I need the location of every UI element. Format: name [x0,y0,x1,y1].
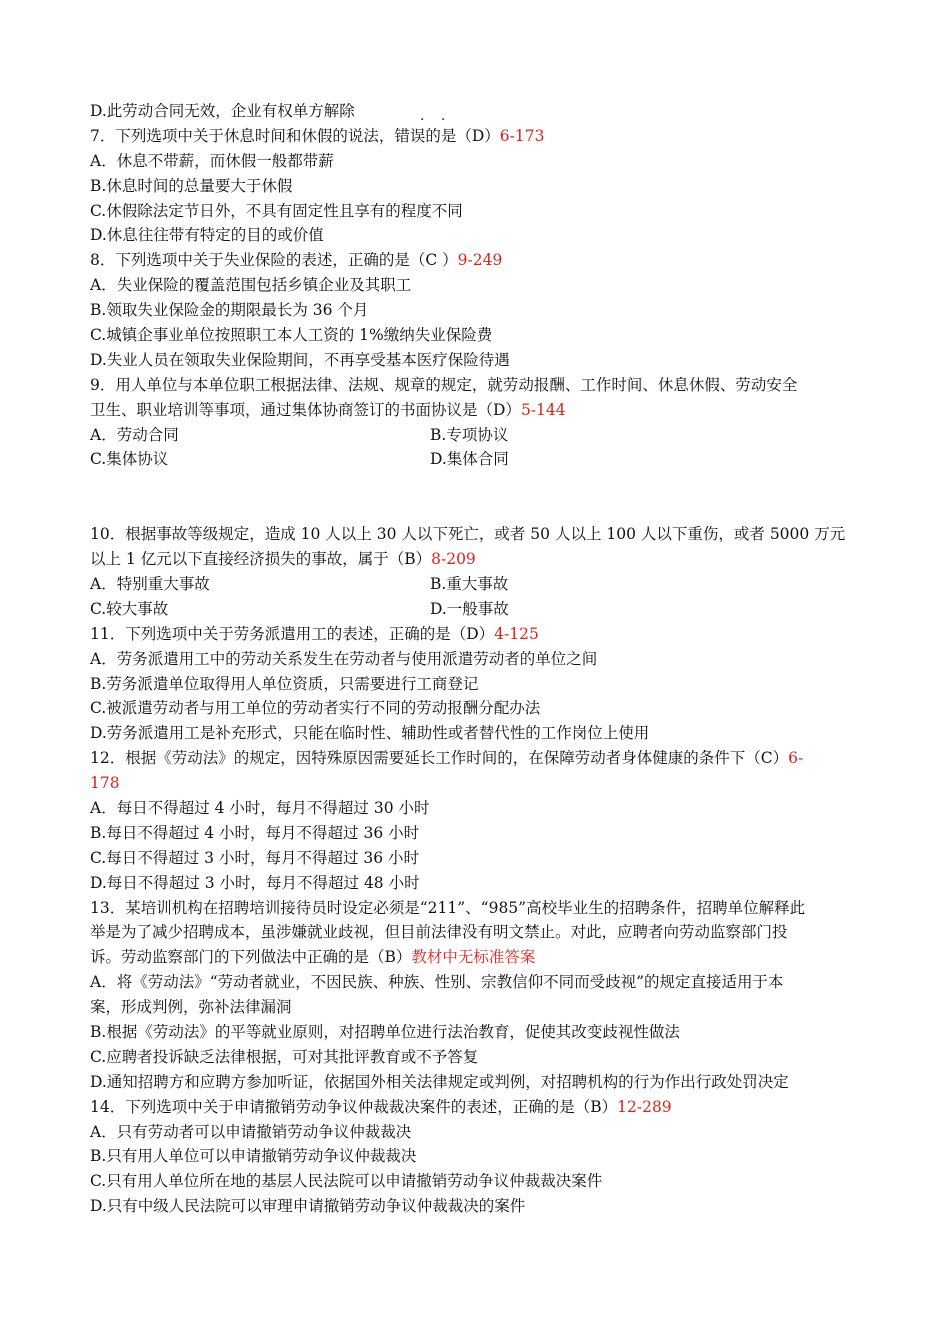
option-d: D.一般事故 [430,599,509,618]
option-a-cont: 案，形成判例，弥补法律漏洞 [90,998,292,1017]
question-9: 9．用人单位与本单位职工根据法律、法规、规章的规定，就劳动报酬、工作时间、休息休假、劳动安全 [90,375,798,394]
option-d: D.只有中级人民法院可以审理申请撤销劳动争议仲裁裁决的案件 [90,1197,526,1216]
option-b: B.每日不得超过 4 小时，每月不得超过 36 小时 [90,823,420,842]
option-a: A．将《劳动法》“劳动者就业，不因民族、种族、性别、宗教信仰不同而受歧视”的规定直接适用于本 [90,973,784,992]
page-reference: 6-173 [499,126,545,145]
option-c: C.较大事故 [90,599,169,618]
option-a: A．只有劳动者可以申请撤销劳动争议仲裁裁决 [90,1122,412,1141]
question-9-cont [90,398,865,423]
blank-gap [90,472,865,522]
question-text: 诉。劳动监察部门的下列做法中正确的是（B） [90,948,412,967]
option-b: B.休息时间的总量要大于休假 [90,176,293,195]
question-list [90,99,865,1219]
option-d: D.失业人员在领取失业保险期间，不再享受基本医疗保险待遇 [90,350,510,369]
option-b: B.只有用人单位可以申请撤销劳动争议仲裁裁决 [90,1147,417,1166]
page-reference: 12-289 [617,1097,672,1116]
question-13: 13．某培训机构在招聘培训接待员时设定必须是“211”、“985”高校毕业生的招聘条件，招聘单位解释此 [90,898,806,917]
option-a: A．劳动合同 [90,425,179,444]
question-text: 7．下列选项中关于休息时间和休假的说法，错误的是（D） [90,126,500,145]
page-reference: 9-249 [457,251,503,270]
page-reference: 5-144 [520,400,566,419]
option-b: B.重大事故 [430,574,509,593]
option-c: C.休假除法定节日外，不具有固定性且享有的程度不同 [90,201,463,220]
page-reference: 178 [90,774,120,793]
question-text: 12．根据《劳动法》的规定，因特殊原因需要延长工作时间的，在保障劳动者身体健康的条件下（C） [90,749,789,768]
question-10: 10．根据事故等级规定，造成 10 人以上 30 人以下死亡，或者 50 人以上 100 人以下重伤，或者 5000 万元 [90,525,846,544]
question-11 [90,622,865,647]
option-a: A．特别重大事故 [90,574,210,593]
question-text: 卫生、职业培训等事项，通过集体协商签订的书面协议是（D） [90,400,521,419]
option-b: B.领取失业保险金的期限最长为 36 个月 [90,301,369,320]
page-reference: 4-125 [494,624,539,643]
question-text: 8．下列选项中关于失业保险的表述，正确的是（C ） [90,251,458,270]
question-10-cont [90,547,865,572]
option-d: D.集体合同 [430,450,509,469]
option-c: C.只有用人单位所在地的基层人民法院可以申请撤销劳动争议仲裁裁决案件 [90,1172,603,1191]
option-row [90,572,865,597]
question-8 [90,248,865,273]
option-row [90,447,865,472]
option-line: D.此劳动合同无效，企业有权单方解除 [90,102,355,120]
option-a: A．失业保险的覆盖范围包括乡镇企业及其职工 [90,276,412,295]
option-d: D.通知招聘方和应聘方参加听证，依据国外相关法律规定或判例，对招聘机构的行为作出行政处罚决定 [90,1072,789,1091]
option-c: C.城镇企事业单位按照职工本人工资的 1%缴纳失业保险费 [90,326,493,345]
option-d: D.休息往往带有特定的目的或价值 [90,226,324,245]
option-a: A．每日不得超过 4 小时，每月不得超过 30 小时 [90,798,430,817]
option-c: C.被派遣劳动者与用工单位的劳动者实行不同的劳动报酬分配办法 [90,699,541,718]
option-b: B.专项协议 [430,425,509,444]
option-a: A．休息不带薪，而休假一般都带薪 [90,151,334,170]
option-row [90,423,865,448]
option-c: C.每日不得超过 3 小时，每月不得超过 36 小时 [90,848,420,867]
option-c: C.集体协议 [90,450,169,469]
page-reference: 6- [788,749,804,768]
question-text: 以上 1 亿元以下直接经济损失的事故，属于（B） [90,550,432,569]
option-c: C.应聘者投诉缺乏法律根据，可对其批评教育或不予答复 [90,1047,479,1066]
option-d: D.劳务派遣用工是补充形式，只能在临时性、辅助性或者替代性的工作岗位上使用 [90,724,650,743]
question-13-cont: 举是为了减少招聘成本，虽涉嫌就业歧视，但目前法律没有明文禁止。对此，应聘者向劳动监察部门投 [90,923,788,942]
option-b: B.根据《劳动法》的平等就业原则，对招聘单位进行法治教育，促使其改变歧视性做法 [90,1022,680,1041]
header-dots: . . [420,108,452,124]
question-12-cont [90,771,865,796]
page-reference: 8-209 [431,550,476,569]
question-12 [90,746,865,771]
option-b: B.劳务派遣单位取得用人单位资质，只需要进行工商登记 [90,674,479,693]
option-a: A．劳务派遣用工中的劳动关系发生在劳动者与使用派遣劳动者的单位之间 [90,649,598,668]
question-13-cont [90,945,865,970]
question-14 [90,1095,865,1120]
question-7 [90,124,865,149]
question-text: 11．下列选项中关于劳务派遣用工的表述，正确的是（D） [90,624,495,643]
option-row [90,597,865,622]
question-text: 14．下列选项中关于申请撤销劳动争议仲裁裁决案件的表述，正确的是（B） [90,1097,618,1116]
option-d: D.每日不得超过 3 小时，每月不得超过 48 小时 [90,873,420,892]
answer-note: 教材中无标准答案 [411,948,536,967]
